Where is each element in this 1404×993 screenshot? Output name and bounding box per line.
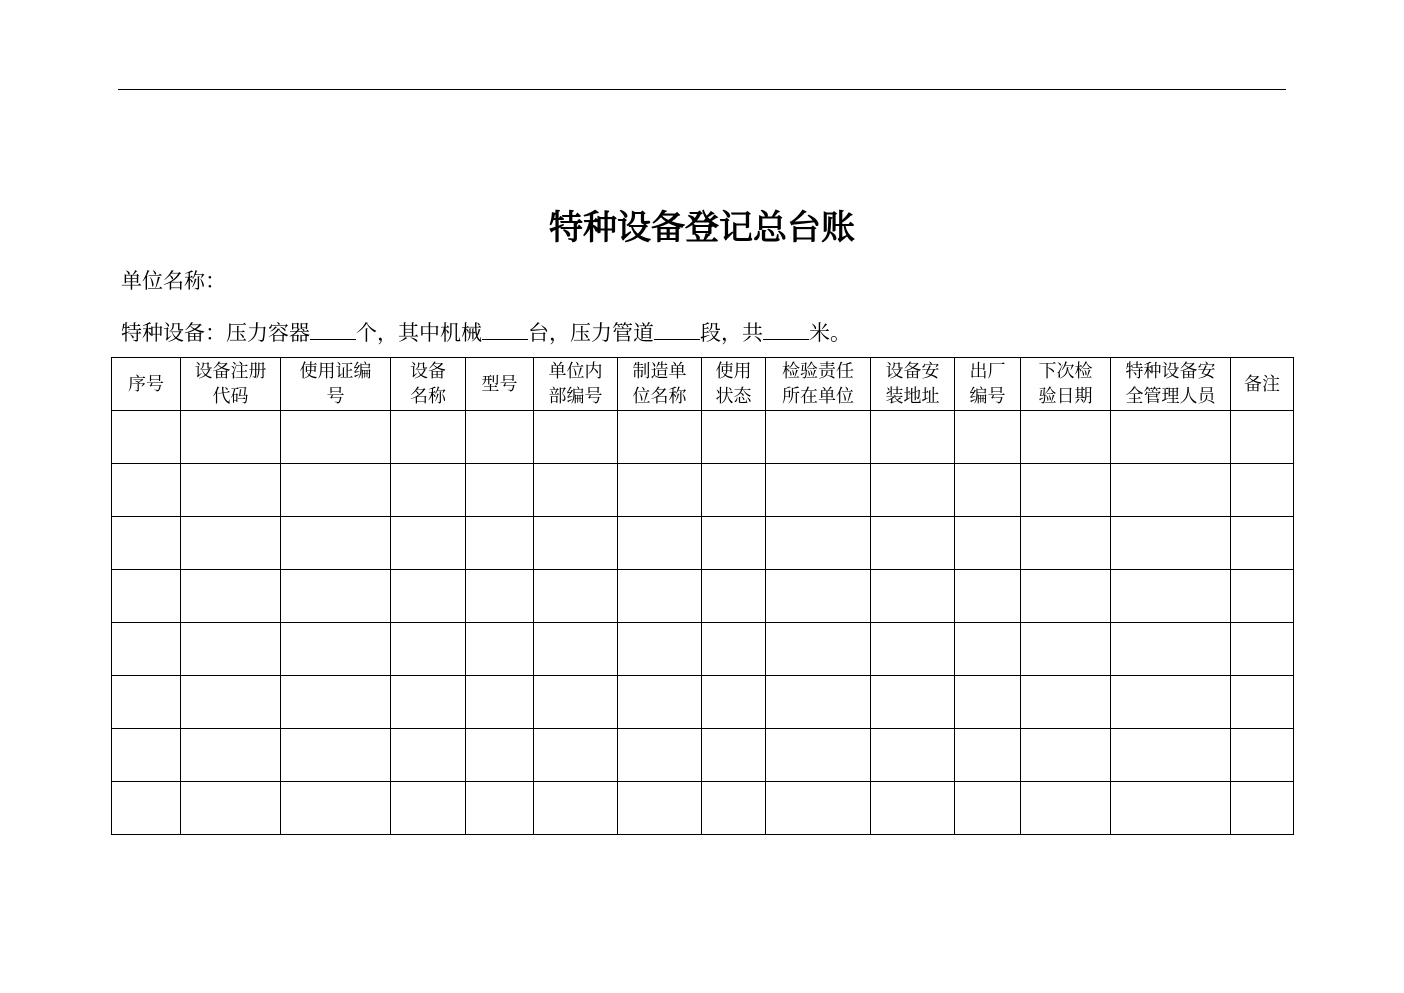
table-cell[interactable]: [1231, 729, 1294, 782]
ledger-table: [111, 357, 1294, 835]
table-cell[interactable]: [391, 464, 466, 517]
table-cell[interactable]: [391, 411, 466, 464]
table-cell[interactable]: [1111, 623, 1231, 676]
table-cell[interactable]: [534, 729, 618, 782]
table-cell[interactable]: [534, 782, 618, 835]
table-cell[interactable]: [181, 411, 281, 464]
table-row: [112, 729, 1294, 782]
unit-name-label: 单位名称：: [121, 269, 226, 293]
table-cell[interactable]: [871, 676, 955, 729]
header-cell-install-address: 设备安 装地址: [871, 358, 955, 411]
table-cell[interactable]: [391, 623, 466, 676]
table-cell[interactable]: [1231, 570, 1294, 623]
table-cell[interactable]: [1021, 623, 1111, 676]
table-cell[interactable]: [112, 517, 181, 570]
table-cell[interactable]: [1021, 570, 1111, 623]
pipeline-segment-count-blank[interactable]: [654, 317, 700, 340]
table-cell[interactable]: [1231, 623, 1294, 676]
table-cell[interactable]: [1111, 411, 1231, 464]
table-cell[interactable]: [618, 464, 702, 517]
table-cell[interactable]: [1021, 782, 1111, 835]
table-cell[interactable]: [766, 782, 871, 835]
table-cell[interactable]: [702, 676, 766, 729]
equipment-seg4: 米。: [809, 321, 851, 345]
table-cell[interactable]: [1021, 517, 1111, 570]
table-cell[interactable]: [955, 411, 1021, 464]
table-cell[interactable]: [702, 411, 766, 464]
table-cell[interactable]: [466, 517, 534, 570]
table-cell[interactable]: [534, 676, 618, 729]
table-cell[interactable]: [466, 570, 534, 623]
table-cell[interactable]: [871, 517, 955, 570]
table-cell[interactable]: [181, 517, 281, 570]
table-row: [112, 623, 1294, 676]
table-cell[interactable]: [618, 729, 702, 782]
table-row: [112, 464, 1294, 517]
table-cell[interactable]: [181, 676, 281, 729]
header-cell-safety-manager: 特种设备安 全管理人员: [1111, 358, 1231, 411]
pipeline-length-blank[interactable]: [763, 317, 809, 340]
table-cell[interactable]: [618, 676, 702, 729]
table-cell[interactable]: [181, 464, 281, 517]
table-cell[interactable]: [871, 570, 955, 623]
table-cell[interactable]: [1111, 464, 1231, 517]
table-cell[interactable]: [281, 411, 391, 464]
table-cell[interactable]: [955, 570, 1021, 623]
table-cell[interactable]: [1021, 729, 1111, 782]
table-cell[interactable]: [181, 729, 281, 782]
table-cell[interactable]: [112, 676, 181, 729]
table-cell[interactable]: [534, 411, 618, 464]
table-cell[interactable]: [955, 676, 1021, 729]
header-cell-model: 型号: [466, 358, 534, 411]
table-cell[interactable]: [466, 464, 534, 517]
table-cell[interactable]: [1231, 464, 1294, 517]
table-cell[interactable]: [871, 729, 955, 782]
table-cell[interactable]: [955, 464, 1021, 517]
table-cell[interactable]: [466, 729, 534, 782]
header-cell-serial: 序号: [112, 358, 181, 411]
header-cell-remarks: 备注: [1231, 358, 1294, 411]
machinery-count-blank[interactable]: [482, 317, 528, 340]
table-row: [112, 782, 1294, 835]
table-cell[interactable]: [1231, 517, 1294, 570]
table-cell[interactable]: [391, 729, 466, 782]
table-cell[interactable]: [181, 570, 281, 623]
table-cell[interactable]: [618, 782, 702, 835]
table-cell[interactable]: [766, 623, 871, 676]
header-cell-manufacturer: 制造单 位名称: [618, 358, 702, 411]
table-cell[interactable]: [466, 411, 534, 464]
table-cell[interactable]: [618, 623, 702, 676]
table-cell[interactable]: [702, 729, 766, 782]
header-cell-certificate-number: 使用证编 号: [281, 358, 391, 411]
table-cell[interactable]: [955, 623, 1021, 676]
table-cell[interactable]: [1231, 411, 1294, 464]
table-cell[interactable]: [1111, 676, 1231, 729]
table-cell[interactable]: [466, 623, 534, 676]
table-cell[interactable]: [1111, 729, 1231, 782]
table-cell[interactable]: [702, 623, 766, 676]
table-cell[interactable]: [281, 464, 391, 517]
table-cell[interactable]: [112, 411, 181, 464]
table-cell[interactable]: [181, 623, 281, 676]
table-cell[interactable]: [281, 570, 391, 623]
table-cell[interactable]: [534, 464, 618, 517]
table-cell[interactable]: [1231, 676, 1294, 729]
table-cell[interactable]: [1111, 517, 1231, 570]
table-cell[interactable]: [112, 570, 181, 623]
table-cell[interactable]: [955, 729, 1021, 782]
table-row: [112, 411, 1294, 464]
table-cell[interactable]: [1021, 411, 1111, 464]
table-cell[interactable]: [391, 782, 466, 835]
table-header-row: [112, 358, 1294, 411]
table-cell[interactable]: [281, 623, 391, 676]
header-cell-factory-number: 出厂 编号: [955, 358, 1021, 411]
table-cell[interactable]: [702, 782, 766, 835]
equipment-seg2: 台，压力管道: [528, 321, 654, 345]
table-cell[interactable]: [534, 623, 618, 676]
table-cell[interactable]: [1111, 782, 1231, 835]
table-cell[interactable]: [112, 464, 181, 517]
table-cell[interactable]: [871, 782, 955, 835]
table-cell[interactable]: [112, 782, 181, 835]
table-cell[interactable]: [766, 411, 871, 464]
table-cell[interactable]: [766, 676, 871, 729]
table-cell[interactable]: [281, 782, 391, 835]
table-row: [112, 570, 1294, 623]
table-cell[interactable]: [181, 782, 281, 835]
table-cell[interactable]: [871, 623, 955, 676]
table-cell[interactable]: [766, 464, 871, 517]
equipment-seg3: 段，共: [700, 321, 763, 345]
table-cell[interactable]: [618, 570, 702, 623]
table-cell[interactable]: [871, 411, 955, 464]
header-cell-internal-number: 单位内 部编号: [534, 358, 618, 411]
table-cell[interactable]: [766, 517, 871, 570]
table-cell[interactable]: [702, 464, 766, 517]
pressure-vessel-count-blank[interactable]: [310, 317, 356, 340]
table-cell[interactable]: [766, 729, 871, 782]
header-cell-equipment-name: 设备 名称: [391, 358, 466, 411]
equipment-seg1: 个，其中机械: [356, 321, 482, 345]
table-cell[interactable]: [391, 570, 466, 623]
document-title: 特种设备登记总台账: [549, 208, 855, 248]
equipment-summary-line: [121, 317, 851, 348]
equipment-prefix: 特种设备：压力容器: [121, 321, 310, 345]
table-cell[interactable]: [281, 517, 391, 570]
header-cell-next-inspection-date: 下次检 验日期: [1021, 358, 1111, 411]
table-row: [112, 517, 1294, 570]
table-cell[interactable]: [391, 676, 466, 729]
header-cell-registration-code: 设备注册 代码: [181, 358, 281, 411]
header-rule: [118, 89, 1286, 90]
table-cell[interactable]: [871, 464, 955, 517]
table-body: [112, 411, 1294, 835]
table-cell[interactable]: [618, 517, 702, 570]
table-cell[interactable]: [112, 623, 181, 676]
table-cell[interactable]: [281, 729, 391, 782]
table-cell[interactable]: [466, 782, 534, 835]
table-cell[interactable]: [1021, 676, 1111, 729]
table-cell[interactable]: [618, 411, 702, 464]
table-cell[interactable]: [955, 517, 1021, 570]
table-cell[interactable]: [534, 517, 618, 570]
header-cell-status: 使用 状态: [702, 358, 766, 411]
table-cell[interactable]: [391, 517, 466, 570]
table-cell[interactable]: [466, 676, 534, 729]
table-row: [112, 676, 1294, 729]
table-cell[interactable]: [1021, 464, 1111, 517]
table-cell[interactable]: [534, 570, 618, 623]
header-cell-inspection-unit: 检验责任 所在单位: [766, 358, 871, 411]
table-cell[interactable]: [281, 676, 391, 729]
table-cell[interactable]: [112, 729, 181, 782]
table-cell[interactable]: [1111, 570, 1231, 623]
table-cell[interactable]: [955, 782, 1021, 835]
table-cell[interactable]: [702, 517, 766, 570]
table-cell[interactable]: [702, 570, 766, 623]
table-cell[interactable]: [766, 570, 871, 623]
table-cell[interactable]: [1231, 782, 1294, 835]
